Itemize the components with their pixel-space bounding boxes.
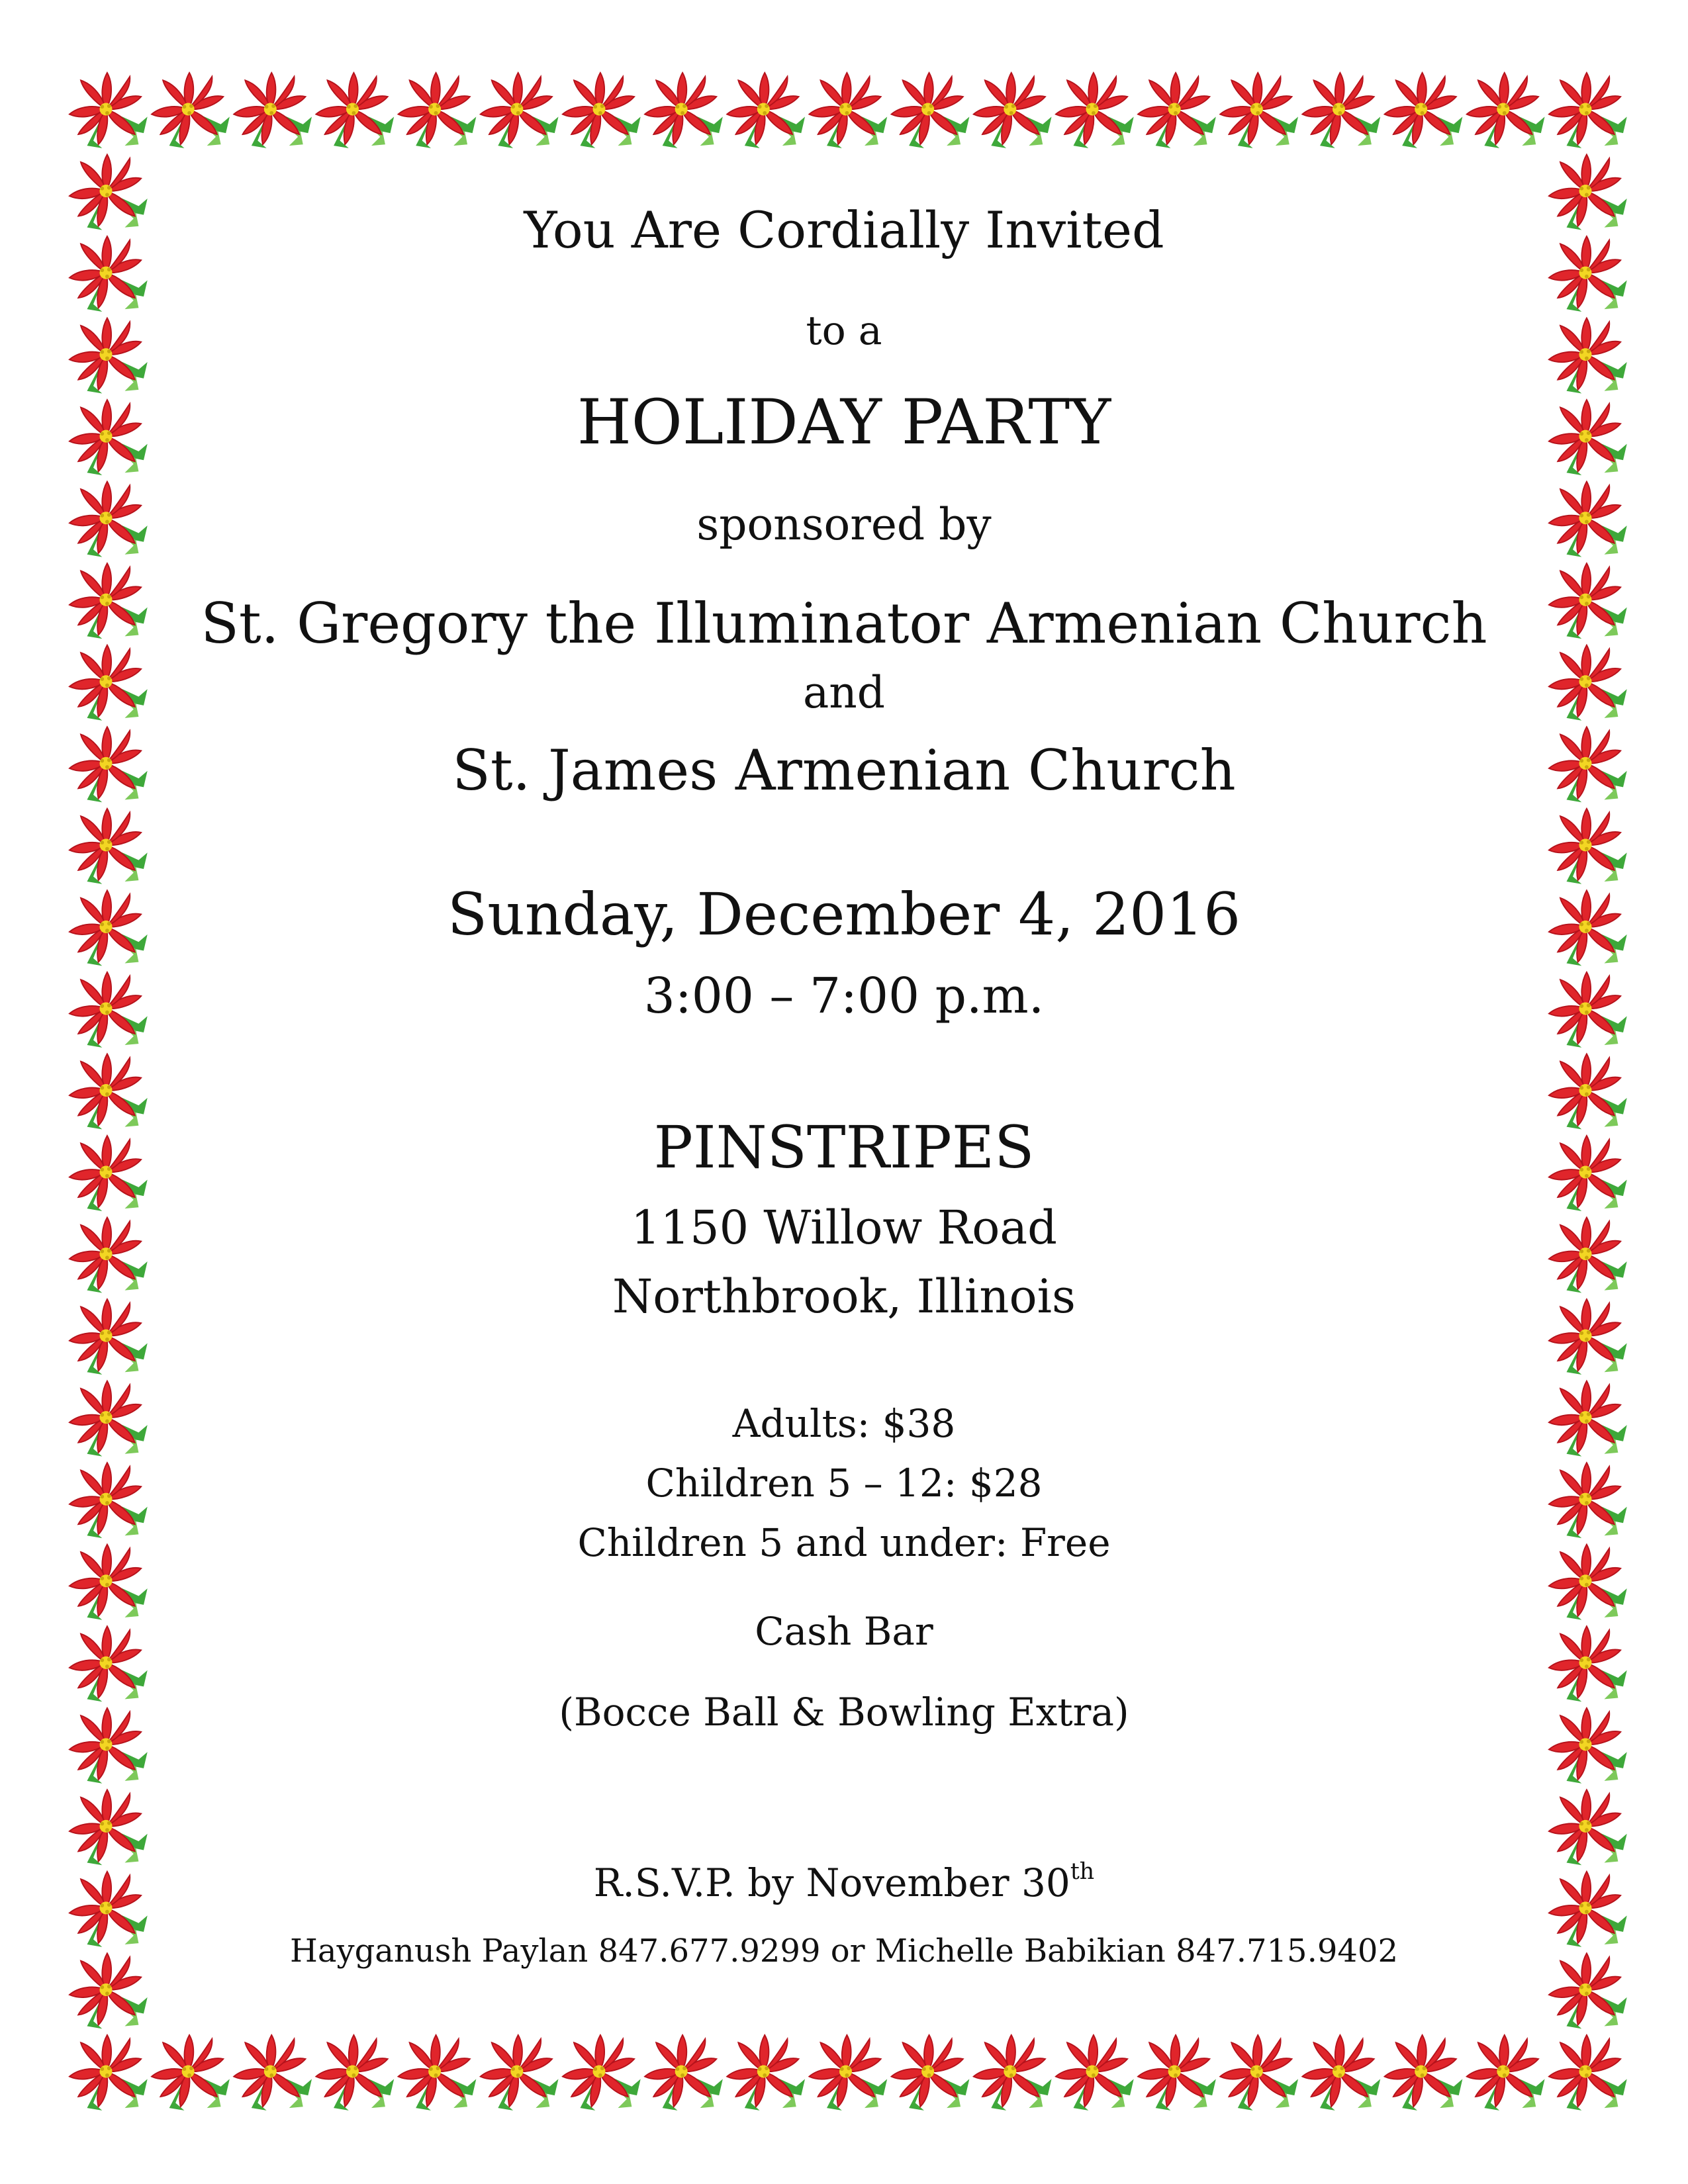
to-a-text: to a <box>806 308 882 354</box>
venue-name: PINSTRIPES <box>653 1113 1035 1181</box>
price-under-5: Children 5 and under: Free <box>577 1520 1111 1565</box>
venue-address-street: 1150 Willow Road <box>631 1201 1057 1255</box>
cash-bar-text: Cash Bar <box>755 1609 933 1654</box>
price-adults: Adults: $38 <box>732 1401 956 1446</box>
rsvp-ordinal: th <box>1070 1858 1095 1885</box>
rsvp-contacts: Hayganush Paylan 847.677.9299 or Michelle Babikian 847.715.9402 <box>289 1933 1399 1970</box>
extras-text: (Bocce Ball & Bowling Extra) <box>559 1690 1129 1735</box>
price-children: Children 5 – 12: $28 <box>645 1461 1043 1506</box>
venue-address-city: Northbrook, Illinois <box>612 1269 1076 1324</box>
rsvp-text: R.S.V.P. by November 30 <box>593 1860 1070 1905</box>
and-text: and <box>802 667 886 718</box>
sponsor-church-2: St. James Armenian Church <box>452 738 1236 803</box>
sponsored-by-text: sponsored by <box>696 499 992 550</box>
event-time: 3:00 – 7:00 p.m. <box>643 968 1045 1024</box>
event-title: HOLIDAY PARTY <box>577 387 1111 459</box>
cordially-invited-text: You Are Cordially Invited <box>524 201 1164 259</box>
rsvp-line <box>0 1858 1688 1905</box>
event-date: Sunday, December 4, 2016 <box>447 880 1241 948</box>
sponsor-church-1: St. Gregory the Illuminator Armenian Church <box>201 591 1487 656</box>
